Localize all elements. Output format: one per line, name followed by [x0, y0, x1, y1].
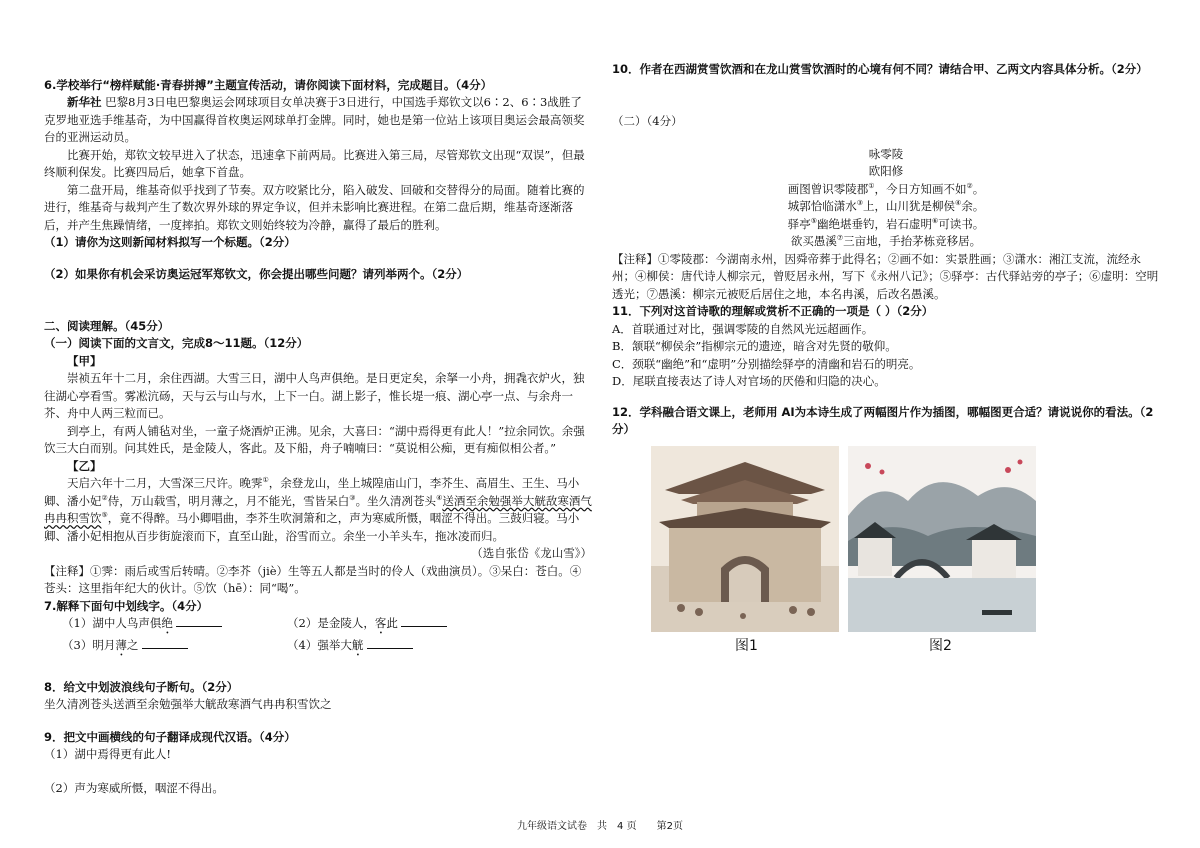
jia-para2-text: 到亭上，有两人铺毡对坐，一童子烧酒炉正沸。见余，大喜曰：“湖中焉得更有此人！”拉余同饮。余强饮三大白而别。问其姓氏，是金陵人，客此。及下船，舟子喃喃曰：“莫说相公痴，更有痴似相公者。” — [44, 423, 585, 456]
q7-item-4-key: 觥 — [351, 637, 364, 652]
q6-para3: 第二盘开局，维基奇似乎找到了节奏。双方咬紧比分，陷入破发、回破和交替得分的局面。随着比赛的进行，维基奇与裁判产生了数次界外球的界定争议，但并未影响比赛进程。在第二盘后期，维基奇逐渐落后，并产生焦躁情绪，一度摔拍。郑钦文则始终较为冷静，赢得了最后的胜利。 — [44, 182, 585, 232]
yi-text-c: 侍，万山载雪，明月薄之，月不能光，雪皆呆白 — [107, 493, 350, 508]
poem-line-4-b: 三亩地，手抬茅栋竞移居。 — [843, 234, 982, 249]
poem-line-3-a: 驿亭 — [787, 216, 811, 231]
jia-label: 【甲】 — [67, 353, 102, 368]
part1-title: （一）阅读下面的文言文，完成8～11题。（12分） — [44, 336, 309, 351]
q7-item-2-key: 客 — [374, 615, 387, 630]
poem-note-mark: ⑥ — [932, 217, 939, 226]
notes: 【注释】①霁：雨后或雪后转晴。②李芥（jiè）生等五人都是当时的伶人（戏曲演员）。③呆白：苍白。④苍头：这里指年纪大的伙计。⑤饮（hē）：同“喝”。 — [44, 563, 582, 596]
poem-line-4 — [612, 233, 1160, 250]
poem-note-mark: ⑦ — [836, 234, 844, 243]
figure-2-caption: 图2 — [929, 638, 952, 654]
answer-blank[interactable] — [367, 637, 413, 649]
poem-note-mark: ⑤ — [810, 217, 817, 226]
news-source: 新华社 — [67, 95, 102, 110]
q12-title: 12．学科融合语文课上，老师用 AI为本诗生成了两幅图片作为插图，哪幅图更合适？请说说你的看法。（2分） — [612, 405, 1154, 437]
yi-text-d: 。坐久清冽苍头 — [355, 493, 437, 508]
poem-line-3-b: 幽绝堪垂钓，岩石虚明 — [817, 216, 932, 231]
q8-block — [44, 679, 592, 714]
q7-item-1 — [62, 615, 287, 637]
q7-items — [44, 615, 592, 659]
page-footer: 九年级语文试卷 共 4 页 第2页 — [517, 821, 683, 832]
q6-block — [44, 77, 592, 252]
q6-para1-text: 巴黎8月3日电巴黎奥运会网球项目女单决赛于3日进行，中国选手郑钦文以6∶2、6∶3战胜了克罗地亚选手维基奇，为中国赢得首枚奥运网球单打金牌。同时，她也是第一位站上该项目奥运会最高领奖台的亚洲运动员。 — [44, 95, 585, 145]
poem-line-3-c: 可读书。 — [938, 216, 985, 231]
poem-line-1-c: 。 — [972, 181, 985, 196]
q11-option-d[interactable]: D．尾联直接表达了诗人对官场的厌倦和归隐的决心。 — [612, 374, 886, 389]
q7-item-4-pre: （4）强举大 — [287, 637, 352, 652]
poem-title: 咏零陵 — [868, 147, 904, 161]
poem-note-mark: ① — [868, 182, 875, 191]
q7-item-3-pre: （3）明月 — [62, 637, 116, 652]
q7-item-3-post: 之 — [126, 637, 139, 652]
answer-blank[interactable] — [176, 615, 222, 627]
poem-line-1-a: 画图曾识零陵郡 — [787, 181, 869, 196]
answer-blank[interactable] — [401, 615, 447, 627]
q6-para1 — [44, 94, 592, 146]
answer-blank[interactable] — [142, 637, 188, 649]
poem-line-2-a: 城郭恰临潇水 — [787, 199, 857, 214]
poem-line-3 — [612, 216, 1160, 233]
q6-title: 6.学校举行“榜样赋能·青春拼搏”主题宣传活动，请你阅读下面材料，完成题目。（4分） — [44, 78, 493, 92]
q7-item-3 — [62, 637, 287, 659]
poem-line-1 — [612, 181, 1160, 198]
poem — [612, 146, 1160, 391]
q11-option-b[interactable]: B．颔联“柳侯余”指柳宗元的遗迹，暗含对先贤的敬仰。 — [612, 339, 897, 354]
q7-item-2-pre: （2）是金陵人， — [287, 615, 375, 630]
poem-note-mark: ③ — [856, 199, 863, 208]
yi-source: （选自张岱《龙山雪》） — [471, 546, 592, 561]
yi-para1: 天启六年十二月，大雪深三尺许。晚霁①，余登龙山，坐上城隍庙山门，李芥生、高眉生、王生、马小卿、潘小妃②侍，万山载雪，明月薄之，月不能光，雪皆呆白③。坐久清冽苍头④送酒至余勉强举大觥敌寒酒气冉冉积雪饮⑤，竟不得醉。马小卿唱曲，李芥生吹洞箫和之，声为寒威所慑，咽涩不得出。三鼓归寝。马小卿、潘小妃相抱从百步街旋滚而下，直至山趾，浴雪而立。余坐一小羊头车，拖冰凌而归。 — [44, 476, 592, 543]
q6-sub2: （2）如果你有机会采访奥运冠军郑钦文，你会提出哪些问题？请列举两个。（2分） — [44, 267, 469, 281]
poem-line-2-c: 余。 — [961, 199, 985, 214]
yi-text-a: 天启六年十二月，大雪深三尺许。晚霁 — [67, 476, 263, 491]
q10-title: 10．作者在西湖赏雪饮酒和在龙山赏雪饮酒时的心境有何不同？请结合甲、乙两文内容具体分析。（2分） — [612, 62, 1148, 76]
reading-section — [44, 318, 592, 659]
poem-line-2 — [612, 198, 1160, 215]
q9-block — [44, 729, 592, 764]
poem-lines — [612, 181, 1160, 251]
poem-note-mark: ② — [966, 182, 973, 191]
q11-option-c[interactable]: C．颈联“幽绝”和“虚明”分别描绘驿亭的清幽和岩石的明亮。 — [612, 356, 921, 371]
poem-notes: 【注释】①零陵郡：今湖南永州，因舜帝葬于此得名；②画不如：实景胜画；③潇水：湘江支流，流经永州；④柳侯：唐代诗人柳宗元，曾贬居永州，写下《永州八记》；⑤驿亭：古代驿站旁的亭子；⑥虚明：空明透光；⑦愚溪：柳宗元被贬后居住之地，本名冉溪，后改名愚溪。 — [612, 251, 1159, 301]
yi-text-f: ，竟不得醉。马小卿唱曲，李芥生吹洞箫和之，声为寒威所慑，咽涩不得出。三鼓归寝。马小卿、潘小妃相抱从百步街旋滚而下，直至山趾，浴雪而立。余坐一小羊头车，拖冰凌而归。 — [44, 511, 580, 543]
jia-para1: 崇祯五年十二月，余住西湖。大雪三日，湖中人鸟声俱绝。是日更定矣，余拏一小舟，拥毳衣炉火，独往湖心亭看雪。雾凇沆砀，天与云与山与水，上下一白。湖上影子，惟长堤一痕、湖心亭一点、与余舟一芥、舟中人两三粒而已。 — [44, 371, 585, 421]
q7-item-2 — [287, 615, 537, 637]
q6-sub1: （1）请你为这则新闻材料拟写一个标题。（2分） — [44, 235, 296, 250]
poem-note-mark: ④ — [955, 199, 962, 208]
figure-1-image — [651, 446, 839, 632]
q7-title: 7.解释下面句中划线字。（4分） — [44, 598, 209, 613]
poem-line-1-b: ，今日方知画不如 — [874, 181, 967, 196]
yi-label: 【乙】 — [67, 458, 102, 473]
q7-item-2-post: 此 — [386, 615, 398, 630]
yi-text-b: ，余登龙山，坐上城隍庙山门，李芥生、高眉生、王生、马小卿、潘小妃 — [44, 476, 580, 508]
q8-title: 8．给文中划波浪线句子断句。（2分） — [44, 680, 239, 694]
q9-sentence-2: （2）声为寒威所慑，咽涩不得出。 — [44, 781, 224, 795]
q11-option-a[interactable]: A．首联通过对比，强调零陵的自然风光远超画作。 — [612, 321, 874, 336]
figure-2-image — [848, 446, 1036, 632]
q7-item-3-key: 薄 — [115, 637, 127, 652]
figure-1-caption: 图1 — [735, 638, 758, 654]
poem-line-2-b: 上，山川犹是柳侯 — [863, 199, 955, 214]
poem-author: 欧阳修 — [868, 164, 904, 179]
q9-sentence-1: （1）湖中焉得更有此人! — [44, 747, 171, 762]
q8-text: 坐久清冽苍头送酒至余勉强举大觥敌寒酒气冉冉积雪饮之 — [44, 697, 332, 712]
q7-item-4 — [287, 637, 537, 659]
part2-title: （二）（4分） — [612, 114, 683, 128]
q7-item-1-pre: （1）湖中人鸟声俱 — [62, 615, 162, 630]
q6-para2: 比赛开始，郑钦文较早进入了状态，迅速拿下前两局。比赛进入第三局，尽管郑钦文出现“双误”，但最终顺利保发。比赛四局后，她拿下首盘。 — [44, 147, 585, 180]
poem-line-4-a: 欲买愚溪 — [790, 234, 837, 249]
yi-wavy-sentence: 送酒至余勉强举大觥敌寒酒气冉冉积雪饮 — [44, 493, 592, 526]
q7-item-1-key: 绝 — [161, 615, 173, 630]
q9-title: 9．把文中画横线的句子翻译成现代汉语。（4分） — [44, 730, 296, 744]
jia-para2 — [44, 423, 592, 458]
section2-title: 二、阅读理解。（45分） — [44, 319, 170, 333]
q11-title: 11．下列对这首诗歌的理解或赏析不正确的一项是（ ）（2分） — [612, 304, 934, 319]
